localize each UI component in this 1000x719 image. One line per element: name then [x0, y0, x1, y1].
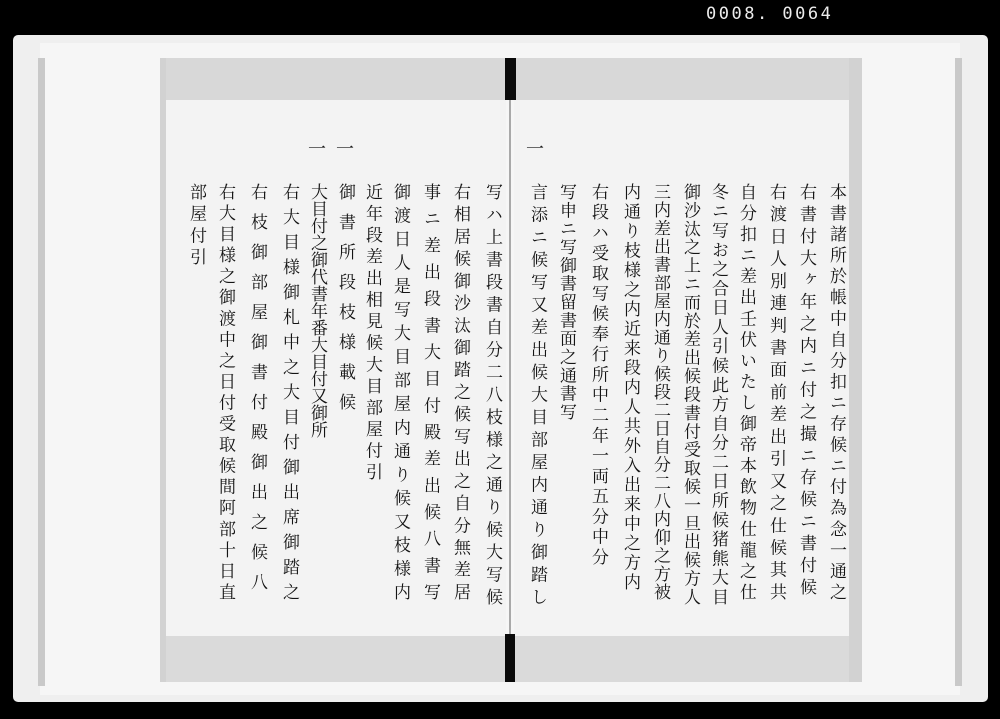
handwritten-column: 右段ハ受取写候奉行所中二年一両五分中分 [588, 183, 608, 565]
left-page-bottom-band [160, 636, 506, 682]
handwritten-column: 冬ニ写お之合日人引候此方自分二日所候猪熊大目 [708, 183, 728, 605]
handwritten-column: 右渡日人別連判書面前差出引又之仕候其共 [766, 183, 786, 600]
right-page-bottom-band [514, 636, 862, 682]
film-frame-number: 0008. 0064 [706, 4, 834, 24]
handwritten-column: 自分扣ニ差出壬伏いたし御帝本飲物仕龍之仕 [736, 183, 756, 600]
handwritten-column: 右書付大ヶ年之内ニ付之撮ニ存候ニ書付候 [796, 183, 816, 595]
handwritten-column: 右大目様之御渡中之日付受取候間阿部十日直 [215, 183, 235, 600]
spine-bottom [505, 634, 515, 682]
mount-right-strip [955, 58, 962, 686]
handwritten-column: 写申ニ写御書留書面之通書写 [556, 183, 576, 420]
left-page-top-band [160, 58, 506, 100]
handwritten-column: 御沙汰之上ニ而於差出候段書付受取候一旦出候方人 [680, 183, 700, 605]
handwritten-column: 大目付之御代書年番大目付又御所 [307, 183, 327, 438]
right-page-edge [849, 58, 862, 682]
handwritten-column: 本書諸所於帳中自分扣ニ存候ニ付為念一通之 [826, 183, 846, 600]
handwritten-column: 三内差出書部屋内通り候段二日自分二八内仰之方被 [650, 183, 670, 600]
item-mark: 一 [526, 139, 544, 160]
item-mark: 一 [308, 139, 326, 160]
handwritten-column: 近年段差出相見候大目部屋付引 [362, 183, 382, 480]
handwritten-column: 御書所段枝様載候 [335, 183, 355, 410]
handwritten-column: 右大目様御札中之大目付御出席御踏之 [279, 183, 299, 600]
spine-gutter-line [509, 100, 511, 634]
spine-top [505, 58, 516, 100]
item-mark: 一 [336, 139, 354, 160]
handwritten-column: 内通り枝様之内近来段内人共外入出来中之方内 [620, 183, 640, 590]
handwritten-column: 右枝御部屋御書付殿御出之候八 [247, 183, 267, 590]
mount-left-strip [38, 58, 45, 686]
handwritten-column: 写ハ上書段書自分二八枝様之通り候大写候 [482, 183, 502, 605]
right-page-top-band [514, 58, 862, 100]
handwritten-column: 右相居候御沙汰御踏之候写出之自分無差居 [450, 183, 470, 600]
left-page-edge [160, 58, 166, 682]
handwritten-column: 御渡日人是写大目部屋内通り候又枝様内 [390, 183, 410, 600]
handwritten-column: 言添ニ候写又差出候大目部屋内通り御踏し [527, 183, 547, 605]
handwritten-column: 部屋付引 [186, 183, 206, 265]
handwritten-column: 事ニ差出段書大目付殿差出候八書写 [420, 183, 440, 600]
